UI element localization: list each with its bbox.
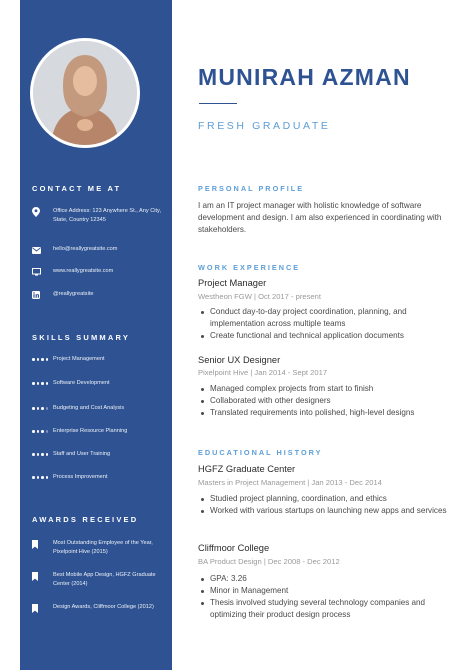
list-item: Managed complex projects from start to finish: [199, 383, 454, 395]
bookmark-icon: [32, 571, 46, 581]
skills-title: SKILLS SUMMARY: [32, 333, 131, 342]
award-text: Most Outstanding Employee of the Year, Pixelpoint Hive (2015): [53, 540, 153, 555]
school-bullets: [199, 573, 454, 621]
award-item: [32, 603, 166, 613]
list-item: Translated requirements into polished, high-level designs: [199, 407, 454, 419]
skill-label: Project Management: [53, 356, 105, 362]
skill-label: Software Development: [53, 380, 110, 386]
awards-title: AWARDS RECEIVED: [32, 515, 139, 524]
contact-title: CONTACT ME AT: [32, 184, 122, 193]
profile-title: PERSONAL PROFILE: [198, 184, 305, 193]
skill-item: [32, 380, 110, 386]
school-title: Cliffmoor College: [198, 543, 270, 553]
location-pin-icon: [32, 207, 46, 217]
profile-text: I am an IT project manager with holistic knowledge of software development and design. I am also experienced in coordinating with stakeholders.: [198, 201, 442, 235]
bookmark-icon: [32, 539, 46, 549]
award-text: Best Mobile App Design, HGFZ Graduate Center (2014): [53, 572, 156, 587]
list-item: Worked with various startups on launching new apps and services: [199, 505, 454, 517]
school-meta: Masters in Project Management | Jan 2013 - Dec 2014: [198, 478, 382, 487]
skill-item: [32, 428, 127, 434]
skill-level-dots: [32, 407, 48, 410]
job-meta: Pixelpoint Hive | Jan 2014 - Sept 2017: [198, 368, 328, 377]
linkedin-icon: [32, 290, 46, 300]
monitor-icon: [32, 267, 46, 277]
skill-item: [32, 451, 110, 457]
school-bullets: [199, 493, 454, 517]
candidate-role: FRESH GRADUATE: [198, 120, 331, 132]
skill-item: [32, 356, 105, 362]
education-title: EDUCATIONAL HISTORY: [198, 448, 323, 457]
job-title: Senior UX Designer: [198, 355, 281, 365]
job-bullets: [199, 383, 454, 419]
skill-level-dots: [32, 430, 48, 433]
envelope-icon: [32, 245, 46, 255]
contact-linkedin-text: @reallygreatsite: [53, 291, 94, 297]
contact-email-text: hello@reallygreatsite.com: [53, 246, 118, 252]
school-title: HGFZ Graduate Center: [198, 464, 296, 474]
award-text: Design Awards, Cliffmoor College (2012): [53, 604, 154, 610]
list-item: GPA: 3.26: [199, 573, 454, 585]
candidate-name: MUNIRAH AZMAN: [198, 64, 411, 90]
skill-level-dots: [32, 358, 48, 361]
skill-label: Budgeting and Cost Analysis: [53, 405, 125, 411]
contact-website[interactable]: [32, 267, 166, 277]
contact-linkedin[interactable]: [32, 290, 166, 300]
contact-email[interactable]: [32, 245, 166, 255]
skill-label: Enterprise Resource Planning: [53, 428, 128, 434]
award-item: [32, 539, 166, 556]
profile-photo-frame: [30, 38, 140, 148]
award-item: [32, 571, 166, 588]
contact-address-text: Office Address: 123 Anywhere St., Any City, State, Country 12345: [53, 208, 161, 223]
job-bullets: [199, 306, 454, 342]
skill-level-dots: [32, 453, 48, 456]
skill-label: Staff and User Training: [53, 451, 111, 457]
list-item: Conduct day-to-day project coordination, planning, and implementation across multiple teams: [199, 306, 454, 330]
list-item: Collaborated with other designers: [199, 395, 454, 407]
list-item: Create functional and technical application documents: [199, 330, 454, 342]
contact-website-text: www.reallygreatsite.com: [53, 268, 114, 274]
experience-title: WORK EXPERIENCE: [198, 263, 301, 272]
skill-item: [32, 405, 124, 411]
school-meta: BA Product Design | Dec 2008 - Dec 2012: [198, 557, 340, 566]
skill-level-dots: [32, 476, 48, 479]
skill-level-dots: [32, 382, 48, 385]
bookmark-icon: [32, 603, 46, 613]
list-item: Thesis involved studying several technology companies and optimizing their product design process: [199, 597, 454, 621]
job-meta: Westheon FGW | Oct 2017 - present: [198, 292, 321, 301]
skill-item: [32, 474, 107, 480]
list-item: Minor in Management: [199, 585, 454, 597]
skill-label: Process Improvement: [53, 474, 108, 480]
list-item: Studied project planning, coordination, and ethics: [199, 493, 454, 505]
name-divider: [199, 103, 237, 104]
profile-photo: [33, 41, 137, 145]
sidebar: [20, 0, 172, 670]
contact-address: [32, 207, 166, 224]
job-title: Project Manager: [198, 278, 267, 288]
